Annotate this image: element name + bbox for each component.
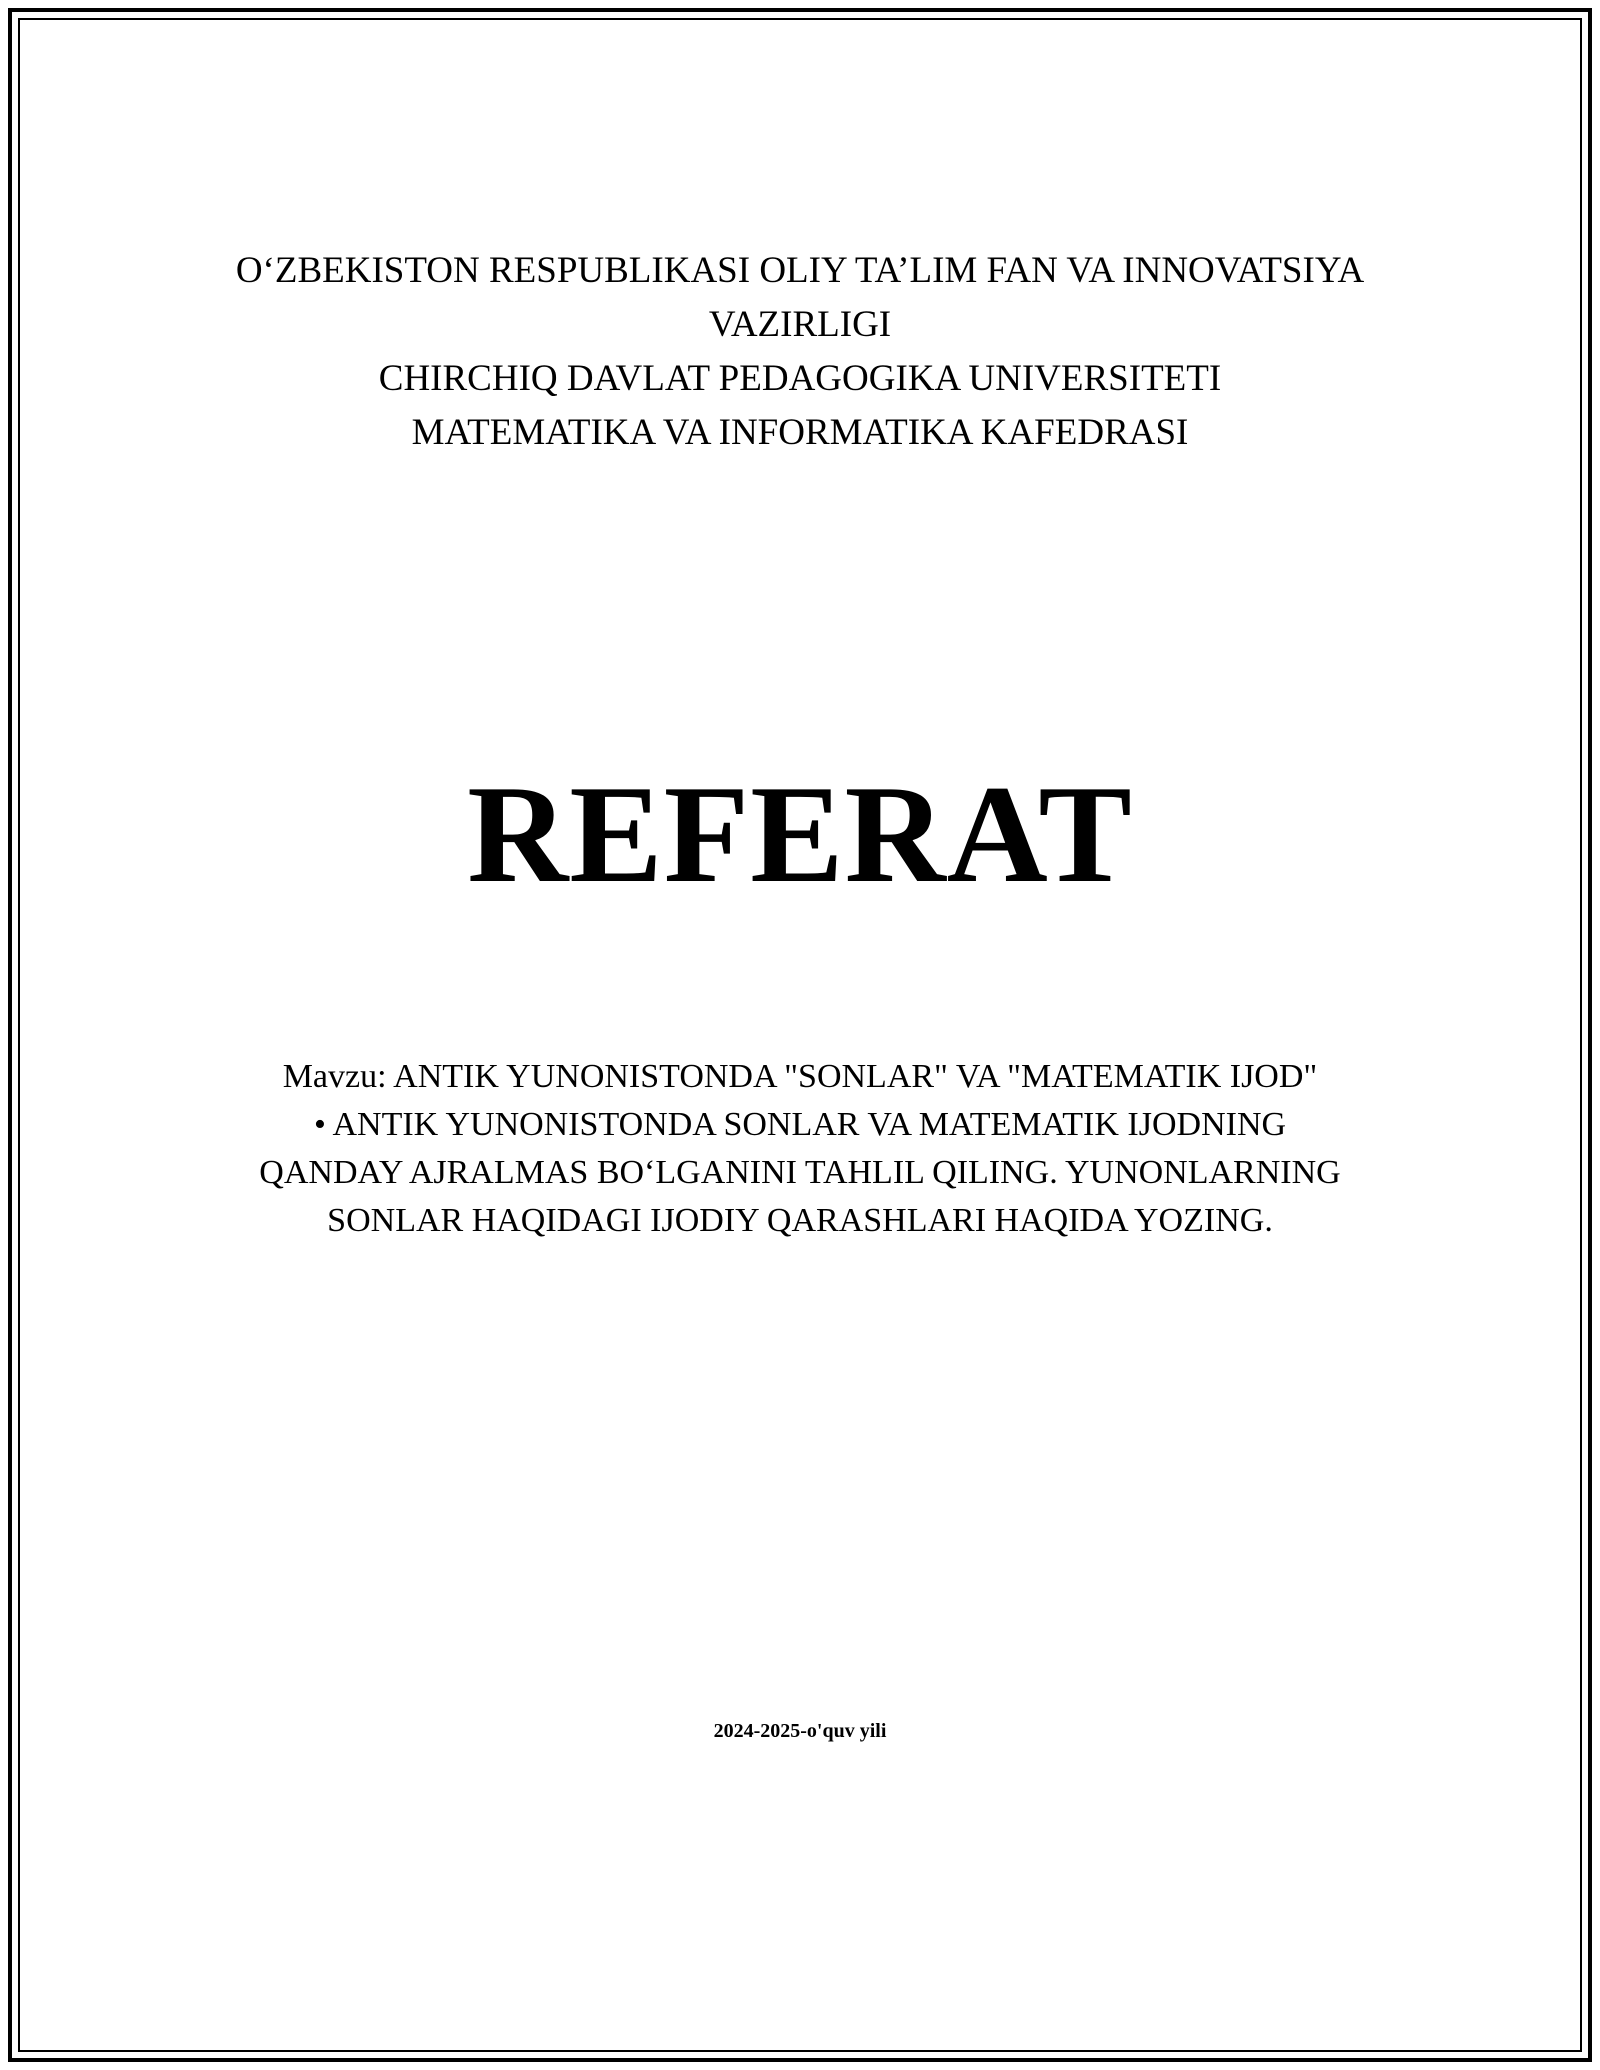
document-title: REFERAT (467, 757, 1133, 912)
topic-subject: Mavzu: ANTIK YUNONISTONDA "SONLAR" VA "MATEMATIK IJOD" (282, 1058, 1318, 1095)
department-name: MATEMATIKA VA INFORMATIKA KAFEDRASI (411, 412, 1189, 453)
ministry-name: O‘ZBEKISTON RESPUBLIKASI OLIY TA’LIM FAN VA INNOVATSIYA VAZIRLIGI (235, 250, 1365, 345)
academic-year: 2024-2025-o'quv yili (713, 1720, 887, 1742)
university-name: CHIRCHIQ DAVLAT PEDAGOGIKA UNIVERSITETI (378, 358, 1222, 399)
topic-block (250, 1053, 1350, 1245)
institution-header (200, 244, 1400, 460)
topic-task: • ANTIK YUNONISTONDA SONLAR VA MATEMATIK IJODNING QANDAY AJRALMAS BO‘LGANINI TAHLIL QILING. YUNONLARNING SONLAR HAQIDAGI IJODIY QARASHLARI HAQIDA YOZING. (259, 1106, 1341, 1239)
